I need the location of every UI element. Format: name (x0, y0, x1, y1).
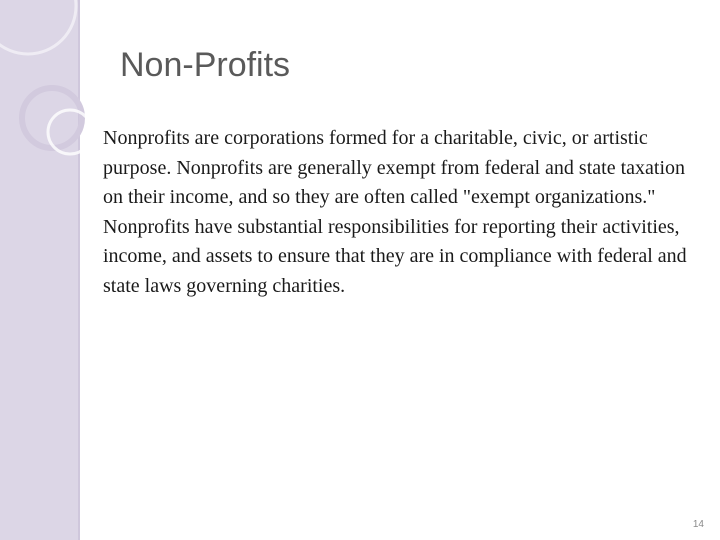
decorative-circle-large (0, 0, 76, 54)
page-number: 14 (692, 519, 704, 530)
decorative-circle-small (48, 110, 92, 154)
slide-title: Non-Profits (120, 46, 291, 84)
slide-body-text: Nonprofits are corporations formed for a charitable, civic, or artistic purpose. Nonprofits are generally exempt from federal and state taxation on their income, and so they are often called "exempt organizations." Nonprofits have substantial responsibilities for reporting their activities, income, and assets to ensure that they are in compliance with federal and state laws governing charities. (103, 127, 687, 297)
